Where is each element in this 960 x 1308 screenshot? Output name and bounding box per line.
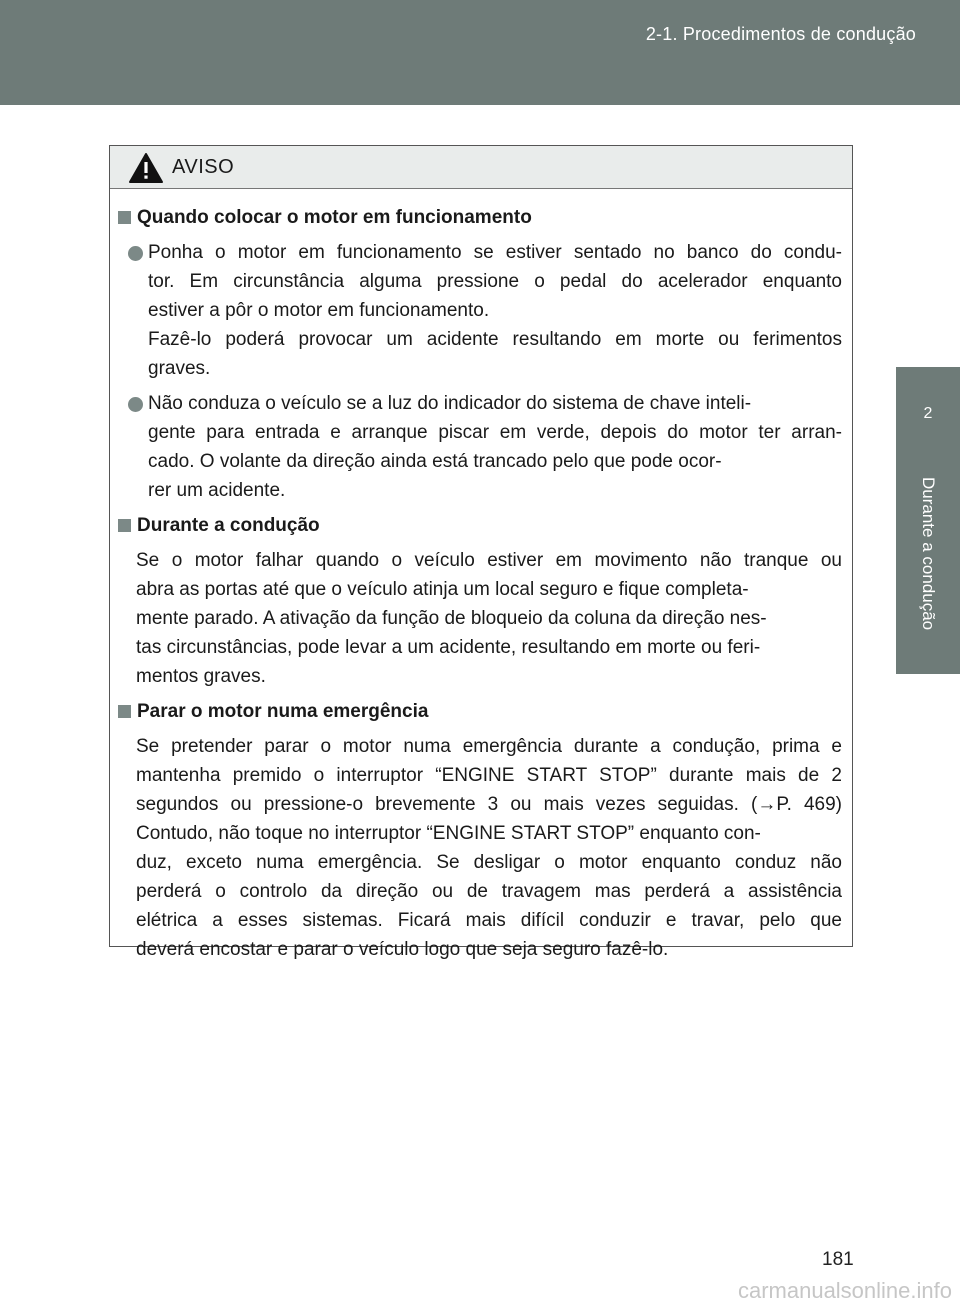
section-paragraph: Se pretender parar o motor numa emergência durante a condução, prima e mantenha premido o interruptor “ENGINE START STOP” durante mais de 2 segundos ou pressione-o brevemente 3 ou mais vezes seguidas. (→P. 469) Contudo, não toque no interruptor “ENGINE START STOP” enquanto con- duz, exceto numa emergência. Se desligar o motor enquanto conduz não perderá o controlo da direção ou de travagem mas perderá a assistência elétrica a esses sistemas. Ficará mais difícil conduzir e travar, pelo que deverá encostar e parar o veículo logo que seja seguro fazê-lo.	[136, 736, 842, 960]
bullet-item: Não conduza o veículo se a luz do indicador do sistema de chave inteli- gente para entrada e arranque piscar em verde, depois do motor ter arran- cado. O volante da direção ainda está trancado pelo que pode ocor- rer um acidente.	[118, 389, 842, 505]
square-bullet-icon	[118, 519, 131, 532]
round-bullet-icon	[128, 246, 143, 261]
section-title: 2-1. Procedimentos de condução	[645, 24, 916, 44]
page-number: 181	[822, 1249, 854, 1270]
square-bullet-icon	[118, 705, 131, 718]
warning-triangle-icon	[128, 152, 164, 184]
chapter-number: 2	[923, 405, 933, 422]
warning-box	[109, 145, 853, 960]
chapter-label: Durante a condução	[919, 477, 938, 631]
section-heading: Quando colocar o motor em funcionamento	[118, 203, 842, 232]
square-bullet-icon	[118, 211, 131, 224]
section-paragraph: Se o motor falhar quando o veículo estiver em movimento não tranque ou abra as portas até que o veículo atinja um local seguro e fique completa- mente parado. A ativação da função de bloqueio da coluna da direção nes- tas circunstâncias, pode levar a um acidente, resultando em morte ou feri- mentos graves.	[136, 550, 842, 687]
warning-body	[110, 189, 852, 964]
warning-header	[110, 146, 852, 189]
watermark: carmanualsonline.info	[737, 1278, 952, 1303]
header-bar	[0, 0, 960, 105]
section-heading: Parar o motor numa emergência	[118, 697, 842, 726]
round-bullet-icon	[128, 397, 143, 412]
section-heading: Durante a condução	[118, 511, 842, 540]
chapter-tab	[896, 367, 960, 674]
bullet-item: Ponha o motor em funcionamento se estiver sentado no banco do condu- tor. Em circunstância alguma pressione o pedal do acelerador enquanto estiver a pôr o motor em funcionamento. Fazê-lo poderá provocar um acidente resultando em morte ou ferimentos graves.	[118, 238, 842, 383]
warning-title: AVISO	[172, 156, 235, 178]
